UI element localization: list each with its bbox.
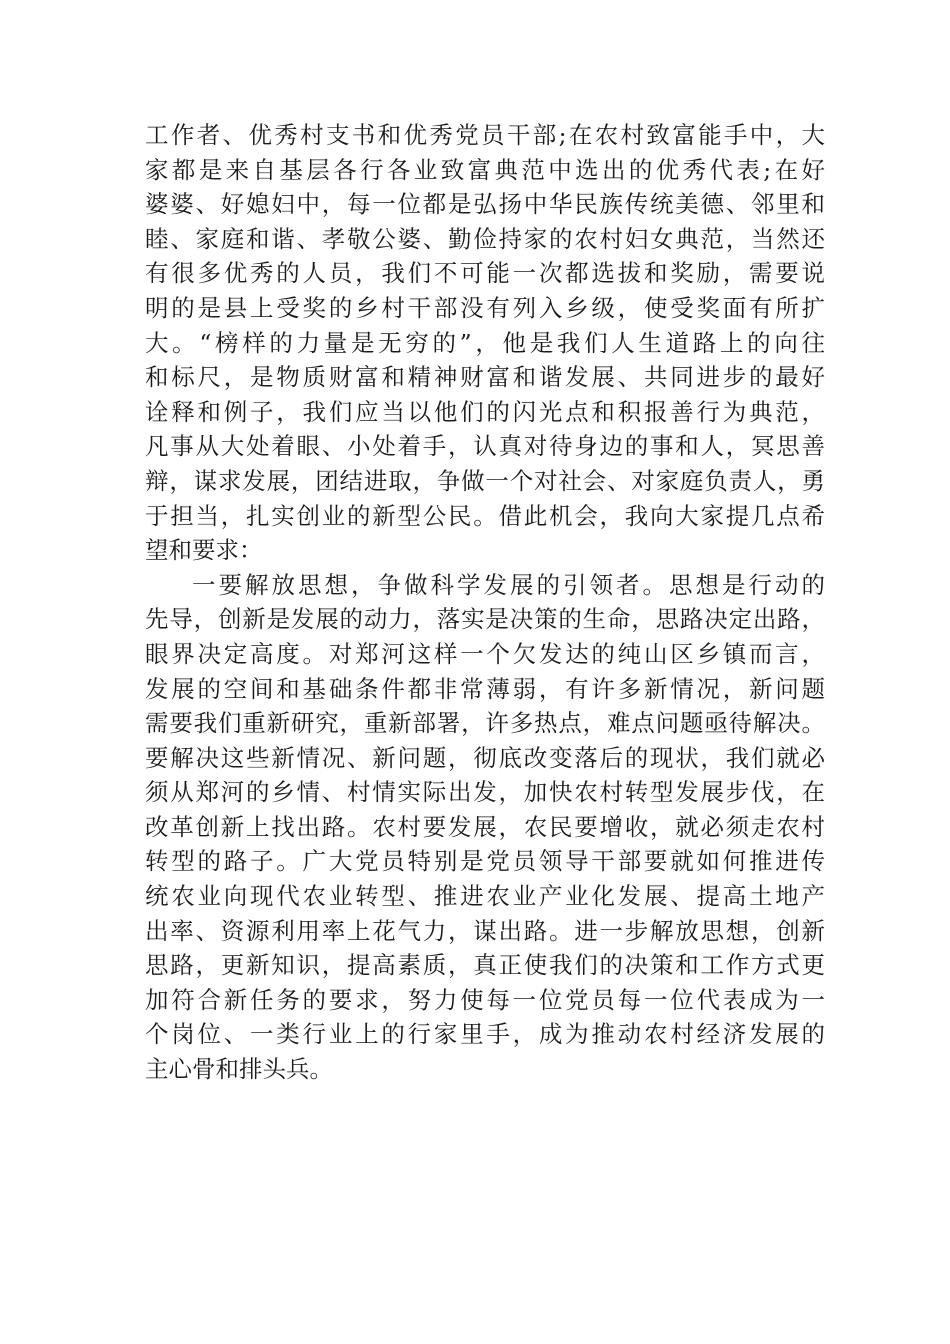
text-line: 家都是来自基层各行各业致富典范中选出的优秀代表;在好: [145, 155, 825, 184]
text-line: 大。“榜样的力量是无穷的”，他是我们人生道路上的向往: [145, 328, 825, 357]
text-line: 主心骨和排头兵。: [145, 1055, 333, 1084]
text-line: 发展的空间和基础条件都非常薄弱，有许多新情况，新问题: [145, 674, 825, 703]
text-line: 眼界决定高度。对郑河这样一个欠发达的纯山区乡镇而言，: [145, 639, 825, 668]
text-line: 有很多优秀的人员，我们不可能一次都选拔和奖励，需要说: [145, 259, 825, 288]
text-line: 婆婆、好媳妇中，每一位都是弘扬中华民族传统美德、邻里和: [145, 190, 825, 219]
text-line: 于担当，扎实创业的新型公民。借此机会，我向大家提几点希: [145, 501, 825, 530]
text-line: 望和要求：: [145, 536, 263, 565]
text-line: 转型的路子。广大党员特别是党员领导干部要就如何推进传: [145, 847, 825, 876]
text-line: 凡事从大处着眼、小处着手，认真对待身边的事和人，冥思善: [145, 432, 825, 461]
body-text: [145, 118, 825, 1087]
text-line: 和标尺，是物质财富和精神财富和谐发展、共同进步的最好: [145, 363, 825, 392]
text-line: 统农业向现代农业转型、推进农业产业化发展、提高土地产: [145, 882, 825, 911]
text-line: 辩，谋求发展，团结进取，争做一个对社会、对家庭负责人，勇: [145, 466, 825, 495]
text-line: 出率、资源利用率上花气力，谋出路。进一步解放思想，创新: [145, 916, 825, 945]
text-line: 睦、家庭和谐、孝敬公婆、勤俭持家的农村妇女典范，当然还: [145, 224, 825, 253]
text-line: 须从郑河的乡情、村情实际出发，加快农村转型发展步伐，在: [145, 778, 825, 807]
text-line: 思路，更新知识，提高素质，真正使我们的决策和工作方式更: [145, 951, 825, 980]
text-line: 加符合新任务的要求，努力使每一位党员每一位代表成为一: [145, 985, 825, 1014]
text-line: 需要我们重新研究，重新部署，许多热点，难点问题亟待解决。: [145, 709, 825, 738]
text-line: 工作者、优秀村支书和优秀党员干部;在农村致富能手中，大: [145, 121, 825, 149]
paragraph-first-line: 一要解放思想，争做科学发展的引领者。思想是行动的: [192, 570, 825, 599]
text-line: 改革创新上找出路。农村要发展，农民要增收，就必须走农村: [145, 812, 825, 841]
text-line: 要解决这些新情况、新问题，彻底改变落后的现状，我们就必: [145, 743, 825, 772]
text-line: 先导，创新是发展的动力，落实是决策的生命，思路决定出路，: [145, 605, 825, 634]
text-line: 明的是县上受奖的乡村干部没有列入乡级，使受奖面有所扩: [145, 293, 825, 322]
text-line: 个岗位、一类行业上的行家里手，成为推动农村经济发展的: [145, 1020, 825, 1049]
text-line: 诠释和例子，我们应当以他们的闪光点和积报善行为典范，: [145, 397, 825, 426]
